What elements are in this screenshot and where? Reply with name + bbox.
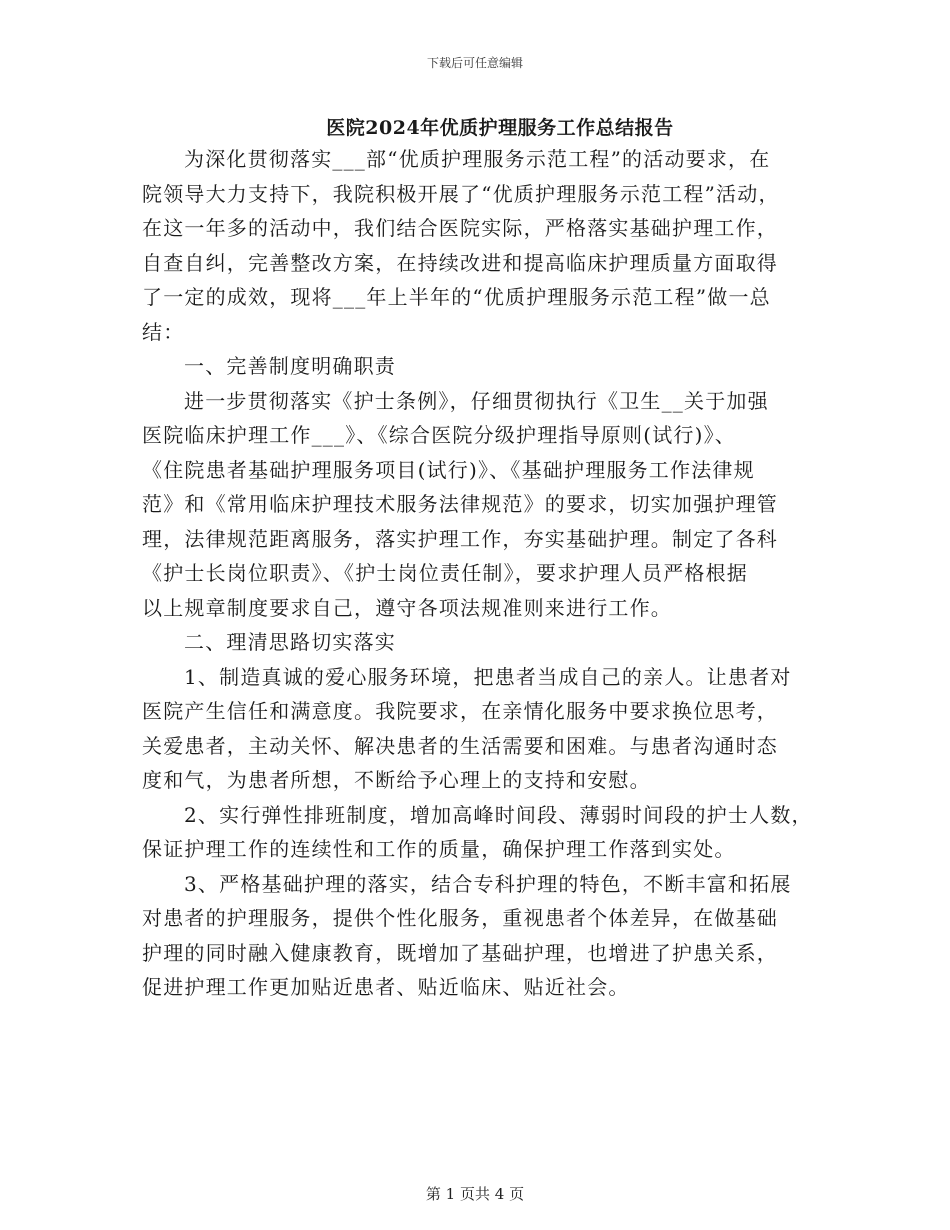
body-line: 一、完善制度明确职责: [184, 354, 396, 378]
body-line: 自查自纠，完善整改方案，在持续改进和提高临床护理质量方面取得: [142, 250, 778, 275]
body-line: 2、实行弹性排班制度，增加高峰时间段、薄弱时间段的护士人数，: [184, 802, 813, 827]
body-line: 促进护理工作更加贴近患者、贴近临床、贴近社会。: [142, 975, 630, 999]
page-footer: 第 1 页共 4 页: [425, 1185, 525, 1203]
body-line: 范》和《常用临床护理技术服务法律规范》的要求，切实加强护理管: [142, 492, 778, 516]
body-line: 护理的同时融入健康教育，既增加了基础护理，也增进了护患关系，: [142, 940, 778, 965]
body-line: 院领导大力支持下，我院积极开展了“优质护理服务示范工程”活动，: [142, 181, 780, 206]
document-body: [142, 142, 822, 1005]
body-line: 度和气，为患者所想，不断给予心理上的支持和安慰。: [142, 768, 651, 792]
body-line: 《住院患者基础护理服务项目(试行)》、《基础护理服务工作法律规: [142, 457, 755, 482]
body-line: 在这一年多的活动中，我们结合医院实际，严格落实基础护理工作，: [142, 216, 778, 240]
body-line: 医院临床护理工作___》、《综合医院分级护理指导原则(试行)》、: [142, 423, 737, 447]
body-line: 1、制造真诚的爱心服务环境，把患者当成自己的亲人。让患者对: [184, 664, 792, 689]
body-line: 结：: [142, 319, 185, 344]
document-title: 医院2024年优质护理服务工作总结报告: [326, 117, 674, 139]
body-line: 以上规章制度要求自己，遵守各项法规准则来进行工作。: [142, 595, 672, 620]
body-line: 为深化贯彻落实___部“优质护理服务示范工程”的活动要求，在: [184, 147, 771, 171]
body-line: 了一定的成效，现将___年上半年的“优质护理服务示范工程”做一总: [142, 285, 771, 309]
body-line: 二、理清思路切实落实: [184, 630, 396, 654]
body-line: 进一步贯彻落实《护士条例》，仔细贯彻执行《卫生__关于加强: [184, 388, 769, 413]
body-line: 关爱患者，主动关怀、解决患者的生活需要和困难。与患者沟通时态: [142, 733, 778, 758]
body-line: 3、严格基础护理的落实，结合专科护理的特色，不断丰富和拓展: [184, 871, 792, 896]
body-line: 对患者的护理服务，提供个性化服务，重视患者个体差异，在做基础: [142, 906, 778, 930]
header-note: 下载后可任意编辑: [426, 56, 523, 70]
body-line: 《护士长岗位职责》、《护士岗位责任制》，要求护理人员严格根据: [142, 561, 748, 585]
body-line: 医院产生信任和满意度。我院要求，在亲情化服务中要求换位思考，: [142, 699, 778, 723]
body-line: 保证护理工作的连续性和工作的质量，确保护理工作落到实处。: [142, 837, 736, 861]
body-line: 理，法律规范距离服务，落实护理工作，夯实基础护理。制定了各科: [142, 526, 778, 551]
